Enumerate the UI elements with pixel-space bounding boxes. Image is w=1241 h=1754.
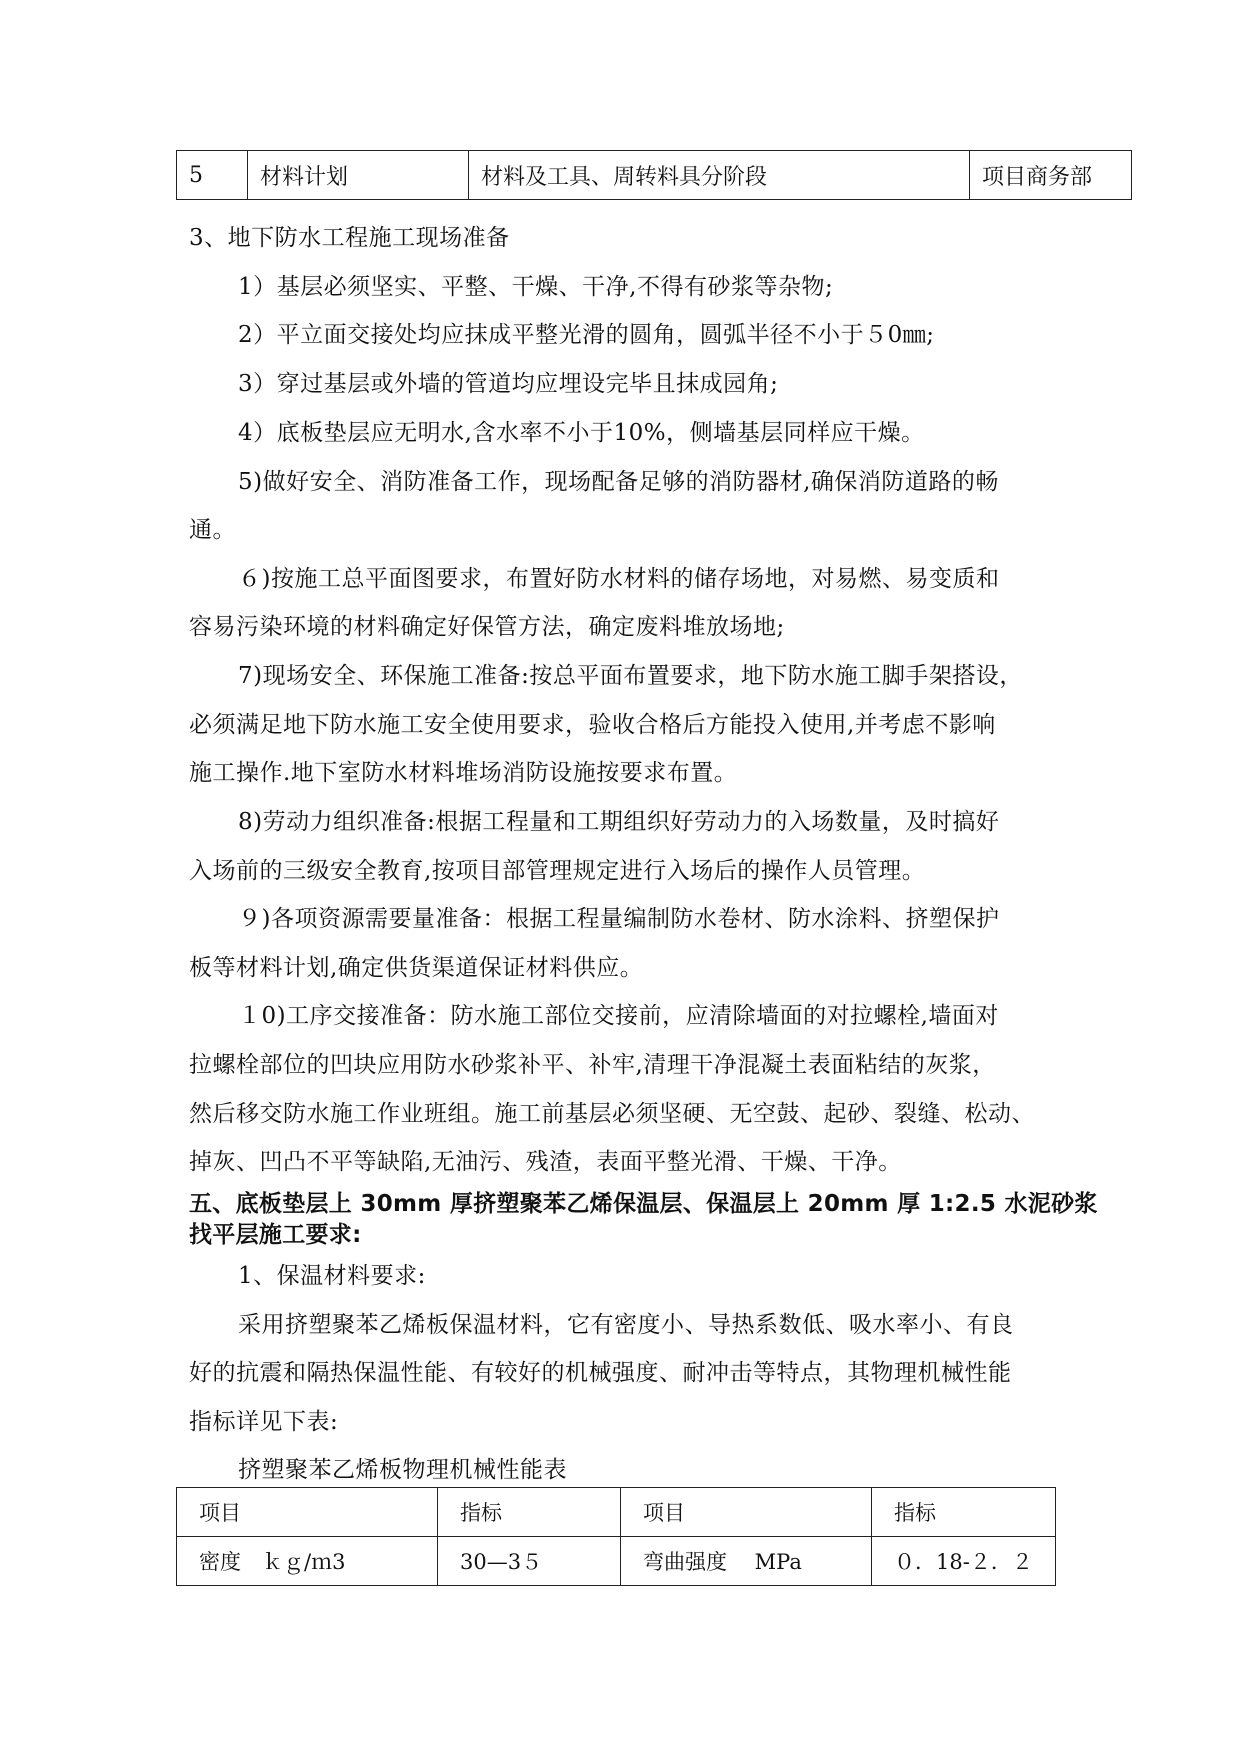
paragraph-line: 采用挤塑聚苯乙烯板保温材料，它有密度小、导热系数低、吸水率小、有良	[238, 1312, 1014, 1338]
table-cell: 5	[177, 151, 248, 200]
table-caption: 挤塑聚苯乙烯板物理机械性能表	[238, 1457, 567, 1483]
table-header-cell: 项目	[621, 1488, 872, 1537]
paragraph-line: 然后移交防水施工作业班组。施工前基层必须坚硬、无空鼓、起砂、裂缝、松动、	[189, 1101, 1035, 1127]
paragraph-line: 8)劳动力组织准备:根据工程量和工期组织好劳动力的入场数量，及时搞好	[238, 809, 1000, 835]
paragraph-line: 板等材料计划,确定供货渠道保证材料供应。	[189, 955, 644, 981]
table-header-cell: 指标	[438, 1488, 621, 1537]
table-row	[177, 151, 1132, 200]
paragraph-line: 4）底板垫层应无明水,含水率不小于10%，侧墙基层同样应干燥。	[238, 420, 925, 446]
section-heading: 五、底板垫层上 30mm 厚挤塑聚苯乙烯保温层、保温层上 20mm 厚 1:2.5 水泥砂浆	[189, 1191, 1098, 1217]
section-heading: 3、地下防水工程施工现场准备	[189, 225, 510, 251]
subheading: 1、保温材料要求:	[238, 1263, 426, 1289]
paragraph-line: 掉灰、凹凸不平等缺陷,无油污、残渣，表面平整光滑、干燥、干净。	[189, 1149, 902, 1175]
paragraph-line: 好的抗震和隔热保温性能、有较好的机械强度、耐冲击等特点，其物理机械性能	[189, 1360, 1012, 1386]
paragraph-line: 拉螺栓部位的凹块应用防水砂浆补平、补牢,清理干净混凝土表面粘结的灰浆，	[189, 1052, 996, 1078]
paragraph-line: 指标详见下表:	[189, 1409, 339, 1435]
paragraph-line: 3）穿过基层或外墙的管道均应埋设完毕且抹成园角;	[238, 371, 779, 397]
table-cell: 材料计划	[248, 151, 469, 200]
table-row	[177, 1537, 1056, 1586]
paragraph-line: 容易污染环境的材料确定好保管方法，确定废料堆放场地;	[189, 614, 785, 640]
plan-table	[176, 150, 1132, 200]
paragraph-line: 施工操作.地下室防水材料堆场消防设施按要求布置。	[189, 760, 738, 786]
paragraph-line: 入场前的三级安全教育,按项目部管理规定进行入场后的操作人员管理。	[189, 858, 926, 884]
paragraph-line: ９)各项资源需要量准备：根据工程量编制防水卷材、防水涂料、挤塑保护	[238, 906, 1000, 932]
properties-table	[176, 1487, 1056, 1586]
paragraph-line: 7)现场安全、环保施工准备:按总平面布置要求，地下防水施工脚手架搭设，	[238, 663, 1023, 689]
table-cell: 密度 ｋｇ/ｍ3	[177, 1537, 438, 1586]
paragraph-line: 5)做好安全、消防准备工作，现场配备足够的消防器材,确保消防道路的畅	[238, 469, 999, 495]
table-header-row	[177, 1488, 1056, 1537]
paragraph-line: 2）平立面交接处均应抹成平整光滑的圆角，圆弧半径不小于５0㎜;	[238, 322, 935, 348]
paragraph-line: １0)工序交接准备：防水施工部位交接前，应清除墙面的对拉螺栓,墙面对	[238, 1003, 999, 1029]
table-cell: ０．18-２．２	[872, 1537, 1056, 1586]
table-cell: 项目商务部	[970, 151, 1132, 200]
table-header-cell: 指标	[872, 1488, 1056, 1537]
table-cell: 弯曲强度 MPa	[621, 1537, 872, 1586]
table-cell: 30—3５	[438, 1537, 621, 1586]
section-heading: 找平层施工要求:	[189, 1222, 362, 1248]
paragraph-line: ６)按施工总平面图要求，布置好防水材料的储存场地，对易燃、易变质和	[238, 566, 1000, 592]
table-header-cell: 项目	[177, 1488, 438, 1537]
paragraph-line: 通。	[189, 517, 236, 543]
paragraph-line: 必须满足地下防水施工安全使用要求，验收合格后方能投入使用,并考虑不影响	[189, 712, 996, 738]
paragraph-line: 1）基层必须坚实、平整、干燥、干净,不得有砂浆等杂物;	[238, 274, 834, 300]
table-cell: 材料及工具、周转料具分阶段	[469, 151, 970, 200]
